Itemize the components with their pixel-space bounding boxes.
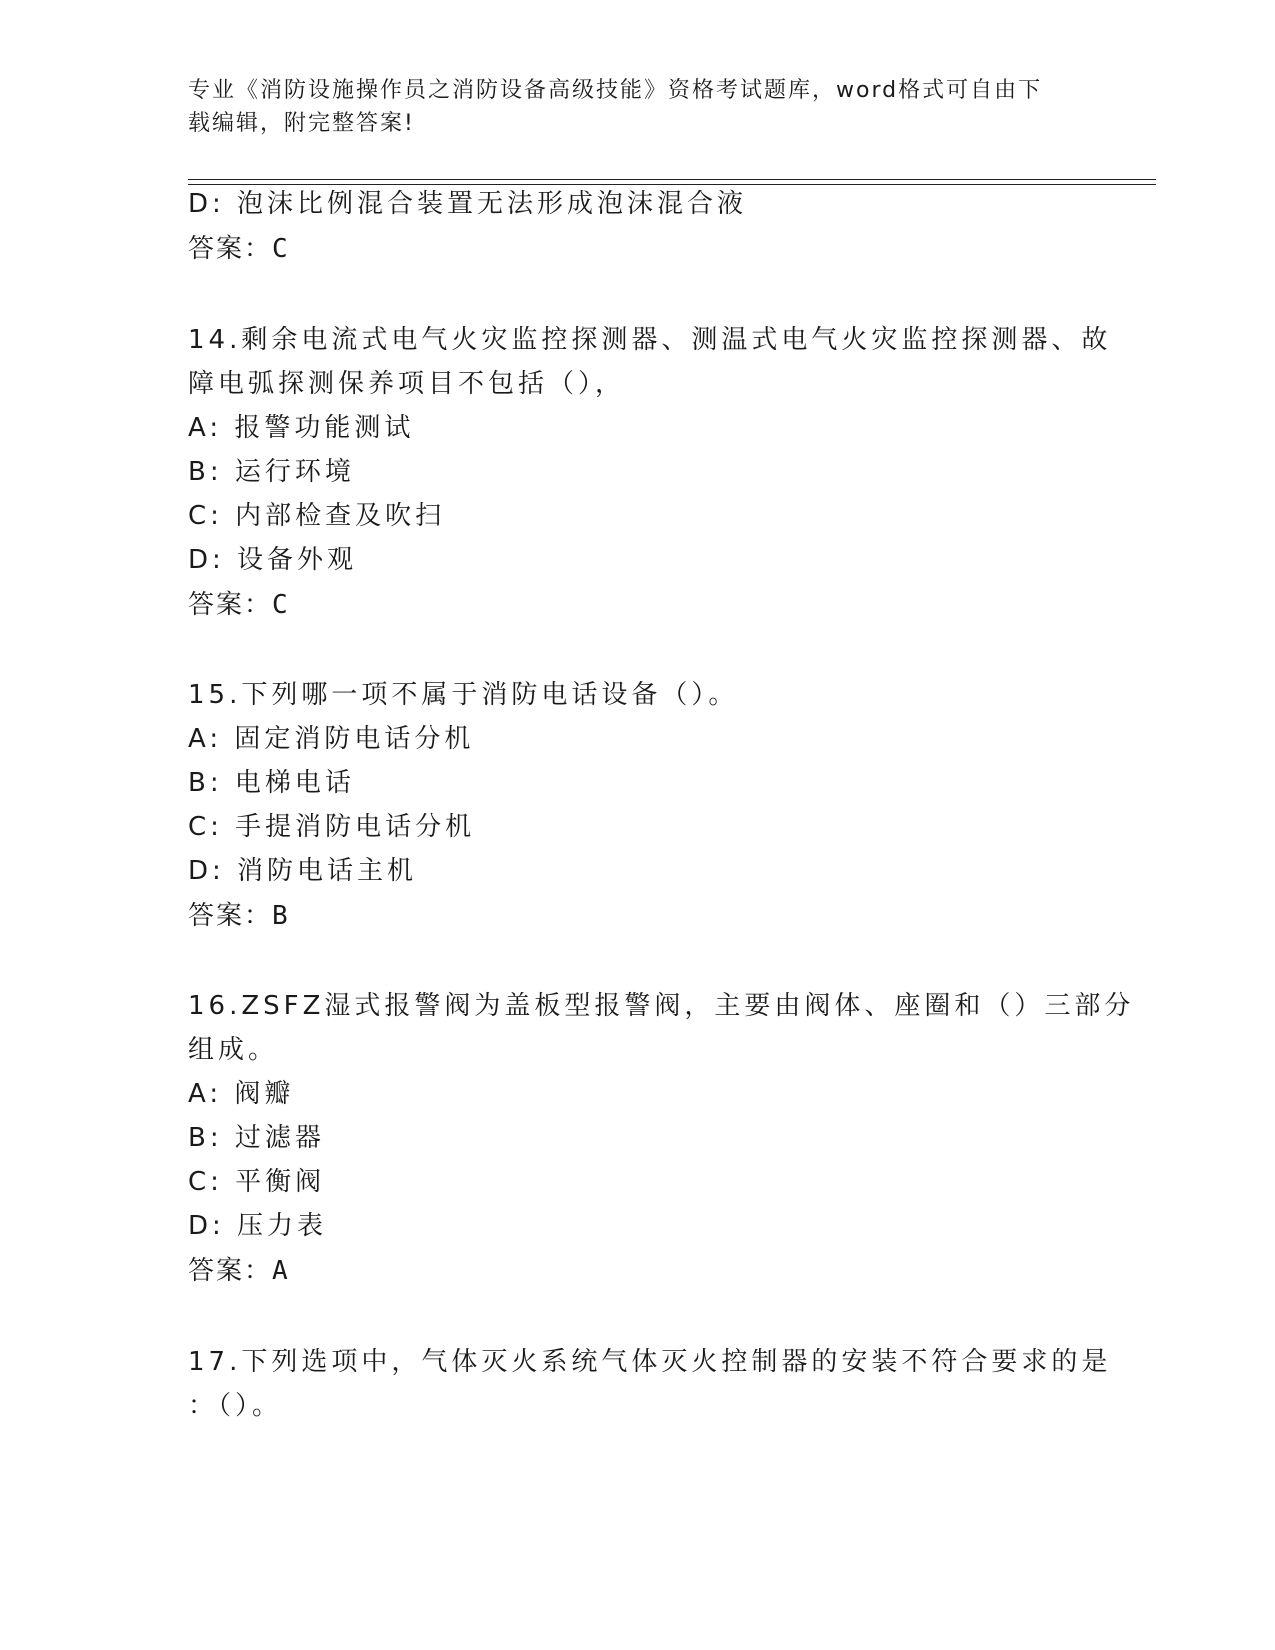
q15-option-c: C: 手提消防电话分机 [188,812,476,842]
q13-option-d: D: 泡沫比例混合装置无法形成泡沫混合液 [188,189,748,219]
header-divider-thick [188,179,1156,180]
q16-option-a: A: 阀瓣 [188,1079,295,1109]
q15-option-b: B: 电梯电话 [188,768,355,798]
answer-label: 答案： [188,1256,273,1286]
q16-option-c: C: 平衡阀 [188,1167,326,1197]
q14-option-c: C: 内部检查及吹扫 [188,501,446,531]
q16-stem-line-1: 16.ZSFZ湿式报警阀为盖板型报警阀，主要由阀体、座圈和（）三部分 [188,991,1135,1021]
q13-answer [188,232,290,266]
document-header [188,74,1088,140]
answer-label: 答案： [188,901,273,931]
q15-option-a: A: 固定消防电话分机 [188,724,475,754]
header-line-2: 载编辑，附完整答案! [188,111,415,136]
answer-value: B [272,901,290,931]
q17-stem-line-1: 17.下列选项中，气体灭火系统气体灭火控制器的安装不符合要求的是 [188,1347,1112,1377]
q14-answer [188,588,290,622]
answer-label: 答案： [188,234,273,264]
q14-stem-line-2: 障电弧探测保养项目不包括（）， [188,369,626,399]
q14-option-d: D: 设备外观 [188,545,358,575]
header-divider-thin [188,184,1156,185]
q16-option-d: D: 压力表 [188,1211,328,1241]
q14-option-b: B: 运行环境 [188,457,355,487]
q16-answer [188,1254,290,1288]
q14-option-a: A: 报警功能测试 [188,413,415,443]
q16-option-b: B: 过滤器 [188,1123,325,1153]
q17-stem-line-2: ：（）。 [188,1391,283,1421]
q15-answer [188,899,290,933]
answer-value: A [272,1256,290,1286]
q16-stem-line-2: 组成。 [188,1035,279,1065]
q14-stem-line-1: 14.剩余电流式电气火灾监控探测器、测温式电气火灾监控探测器、故 [188,325,1112,355]
answer-value: C [272,234,290,264]
q15-option-d: D: 消防电话主机 [188,856,418,886]
answer-value: C [272,590,290,620]
q15-stem-line-1: 15.下列哪一项不属于消防电话设备（）。 [188,680,739,710]
answer-label: 答案： [188,590,273,620]
header-line-1: 专业《消防设施操作员之消防设备高级技能》资格考试题库，word格式可自由下 [188,78,1043,103]
